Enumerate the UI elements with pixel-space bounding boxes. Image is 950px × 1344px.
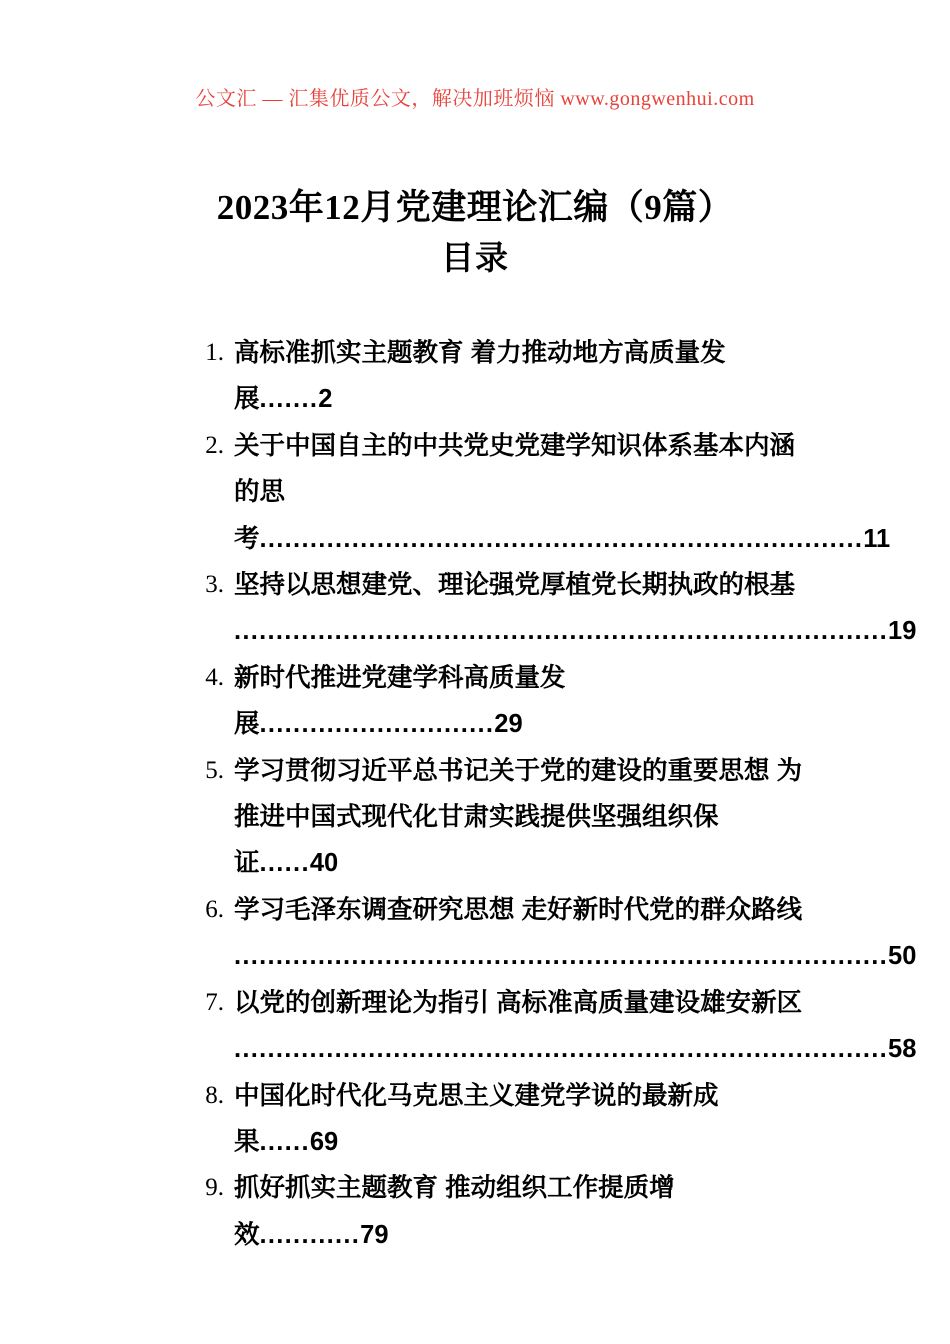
toc-entry[interactable] <box>190 562 917 655</box>
toc-entry-number: 6. <box>205 895 224 923</box>
toc-page-number: 11 <box>863 524 891 553</box>
toc-entry[interactable] <box>190 423 891 562</box>
toc-entry-title-cont: 的思考 <box>234 478 286 553</box>
toc-entry-title: 高标准抓实主题教育 着力推动地方高质量发展 <box>234 339 726 414</box>
toc-entry-line <box>234 562 916 608</box>
toc-entry-line <box>234 748 815 794</box>
toc-entry-body <box>234 1073 815 1166</box>
toc-page-number: 79 <box>360 1220 389 1249</box>
toc-entry-line <box>234 980 916 1026</box>
toc-entry[interactable] <box>190 887 917 980</box>
toc-page-number: 40 <box>309 849 339 878</box>
toc-entry-number: 1. <box>205 339 224 366</box>
toc-leader-dots: ............................ <box>259 710 495 739</box>
toc-leader-dots: ...... <box>259 1127 310 1156</box>
watermark-text: 公文汇 — 汇集优质公文，解决加班烦恼 <box>195 88 561 110</box>
toc-page-number: 2 <box>318 385 333 414</box>
toc-leader-dots: .............................................................................. <box>234 942 889 971</box>
watermark-banner <box>0 82 950 111</box>
toc-entry-title: 关于中国自主的中共党史党建学知识体系基本内涵 <box>234 431 796 460</box>
toc-entry-line <box>234 794 815 887</box>
toc-leader-dots: ....... <box>259 385 319 414</box>
toc-entry-line <box>234 469 890 562</box>
toc-entry-number: 7. <box>205 988 224 1016</box>
toc-entry-body <box>234 1165 815 1258</box>
toc-page-number: 29 <box>494 710 523 739</box>
toc-entry-line <box>234 1165 815 1258</box>
toc-entry-body <box>234 562 916 655</box>
page-title: 2023年12月党建理论汇编（9篇） <box>216 188 734 227</box>
toc-entry-body <box>234 330 815 423</box>
toc-leader-dots: .............................................................................. <box>234 1035 889 1064</box>
toc-entry-title-cont: 推进中国式现代化甘肃实践提供坚强组织保证 <box>234 803 719 878</box>
toc-entry-title: 中国化时代化马克思主义建党学说的最新成果 <box>234 1081 719 1156</box>
toc-page-number: 69 <box>309 1127 339 1156</box>
toc-entry-body <box>234 655 815 748</box>
toc-entry-title: 以党的创新理论为指引 高标准高质量建设雄安新区 <box>234 988 803 1017</box>
watermark-url: www.gongwenhui.com <box>560 88 755 110</box>
toc-entry-number: 4. <box>205 663 224 691</box>
toc-entry-line <box>234 655 815 748</box>
toc-entry-line <box>234 933 916 979</box>
toc-page-number: 19 <box>888 617 917 646</box>
toc-entry-line <box>234 1073 815 1166</box>
toc-entry[interactable] <box>190 330 815 423</box>
toc-entry[interactable] <box>190 748 815 887</box>
toc-entry-number: 3. <box>205 571 224 599</box>
toc-leader-dots: ...... <box>259 849 310 878</box>
toc-entry-line <box>234 608 916 654</box>
toc-entry-body <box>234 748 815 887</box>
toc-entry[interactable] <box>190 980 917 1073</box>
toc-entry[interactable] <box>190 1165 815 1258</box>
toc-entry-number: 8. <box>205 1081 224 1109</box>
toc-entry-number: 5. <box>205 756 224 784</box>
toc-entry-title: 坚持以思想建党、理论强党厚植党长期执政的根基 <box>234 571 796 600</box>
toc-entry-line <box>234 887 916 933</box>
toc-entry-title: 学习贯彻习近平总书记关于党的建设的重要思想 为 <box>234 756 803 785</box>
toc-leader-dots: ........................................................................ <box>259 524 864 553</box>
toc-page-number: 58 <box>888 1035 917 1064</box>
toc-entry[interactable] <box>190 1073 815 1166</box>
toc-entry-body <box>234 980 916 1073</box>
toc-entry-title: 新时代推进党建学科高质量发展 <box>234 663 566 739</box>
toc-entry-title: 学习毛泽东调查研究思想 走好新时代党的群众路线 <box>234 895 803 924</box>
toc-entry-number: 9. <box>205 1174 224 1202</box>
toc-entry-line <box>234 330 815 423</box>
toc-leader-dots: .............................................................................. <box>234 617 889 646</box>
toc-entry-body <box>234 423 890 562</box>
toc-entry-number: 2. <box>205 431 224 459</box>
toc-leader-dots: ............ <box>259 1220 361 1249</box>
toc-page-number: 50 <box>888 942 917 971</box>
toc-entry[interactable] <box>190 655 815 748</box>
toc-entry-line <box>234 1026 916 1072</box>
toc-entry-line <box>234 423 890 469</box>
toc-heading: 目录 <box>441 239 509 276</box>
table-of-contents <box>190 330 917 1258</box>
toc-entry-body <box>234 887 916 980</box>
toc-entry-title: 抓好抓实主题教育 推动组织工作提质增效 <box>234 1174 675 1249</box>
